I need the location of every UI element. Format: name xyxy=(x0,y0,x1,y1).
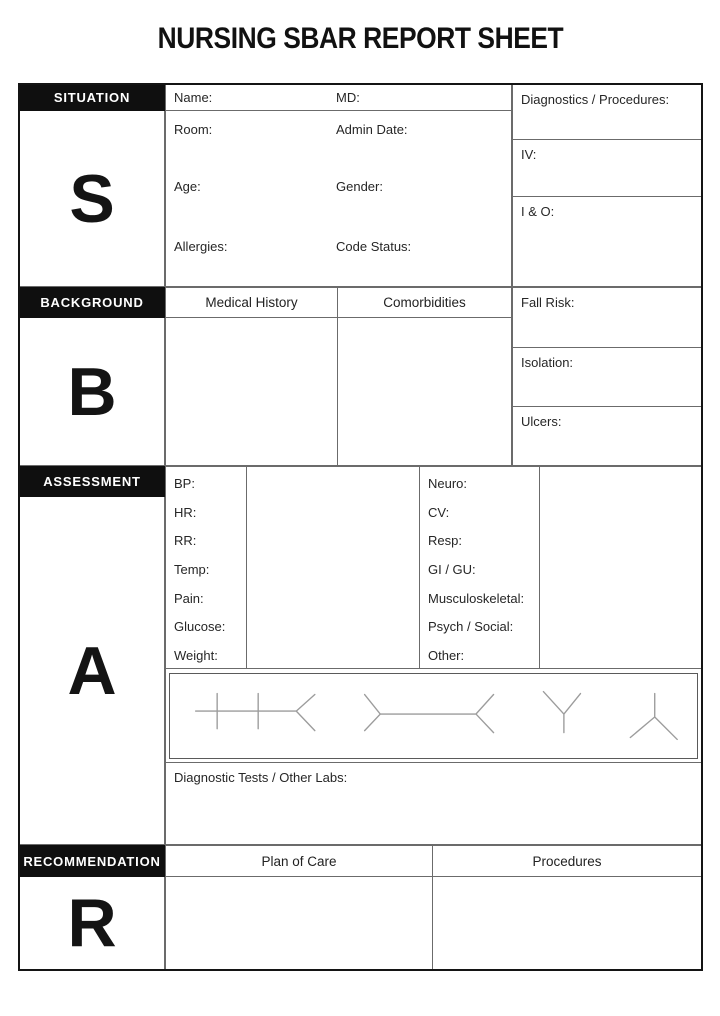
systems-labels-cell xyxy=(419,466,540,669)
section-header-recommendation-label: RECOMMENDATION xyxy=(23,853,161,869)
field-label-bp: BP: xyxy=(174,476,195,491)
field-label-pain: Pain: xyxy=(174,590,204,606)
field-label-rr: RR: xyxy=(174,533,197,549)
page-title: NURSING SBAR REPORT SHEET xyxy=(157,22,563,55)
diagnostics-procedures-cell xyxy=(512,84,702,140)
section-letter-s: S xyxy=(69,160,115,237)
field-label-room: Room: xyxy=(174,122,213,137)
field-label-musculoskeletal: Musculoskeletal: xyxy=(428,590,525,606)
procedures-label: Procedures xyxy=(532,853,602,869)
section-letter-a: A xyxy=(67,632,117,709)
field-label-age: Age: xyxy=(174,179,201,194)
section-letter-b-cell xyxy=(19,317,165,466)
section-letter-a-cell xyxy=(19,496,165,845)
section-header-background xyxy=(19,287,165,318)
plan-of-care-column-header xyxy=(165,845,433,877)
field-label-weight: Weight: xyxy=(174,648,218,664)
field-label-name: Name: xyxy=(174,90,213,105)
field-label-ulcers: Ulcers: xyxy=(521,414,562,429)
field-label-allergies: Allergies: xyxy=(174,239,228,254)
field-label-md: MD: xyxy=(336,90,360,105)
ulcers-cell xyxy=(512,406,702,466)
field-label-diagnostic-tests: Diagnostic Tests / Other Labs: xyxy=(174,770,348,785)
field-label-admin-date: Admin Date: xyxy=(336,122,408,137)
cbc-fishbone-icon xyxy=(196,694,315,731)
field-label-resp: Resp: xyxy=(428,533,462,549)
section-letter-r: R xyxy=(67,885,117,961)
fall-risk-cell xyxy=(512,287,702,348)
coags-y-fishbone-icon xyxy=(543,692,580,733)
field-label-psych-social: Psych / Social: xyxy=(428,619,514,635)
field-label-fall-risk: Fall Risk: xyxy=(521,295,575,310)
section-header-recommendation xyxy=(19,845,165,877)
section-header-assessment xyxy=(19,466,165,497)
procedures-column-header xyxy=(432,845,702,877)
situation-details-cell xyxy=(165,110,512,287)
intake-output-cell xyxy=(512,196,702,287)
comorbidities-column-header xyxy=(337,287,512,318)
diagnostic-tests-cell xyxy=(165,762,702,845)
medical-history-cell xyxy=(165,317,338,466)
field-label-glucose: Glucose: xyxy=(174,619,226,635)
lab-fishbone-row xyxy=(165,668,702,763)
plan-of-care-cell xyxy=(165,876,433,970)
lab-fishbone-box xyxy=(169,673,698,759)
systems-values-cell xyxy=(539,466,702,669)
section-header-situation-label: SITUATION xyxy=(53,90,131,105)
field-label-cv: CV: xyxy=(428,504,450,520)
isolation-cell xyxy=(512,347,702,407)
abg-inverted-y-fishbone-icon xyxy=(630,694,677,740)
field-label-temp: Temp: xyxy=(174,562,210,578)
comorbidities-cell xyxy=(337,317,512,466)
medical-history-label: Medical History xyxy=(205,295,298,310)
chem-fishbone-icon xyxy=(365,695,494,733)
iv-cell xyxy=(512,139,702,197)
field-label-hr: HR: xyxy=(174,504,197,520)
field-label-other: Other: xyxy=(428,648,465,664)
field-label-neuro: Neuro: xyxy=(428,476,468,491)
sbar-form-table xyxy=(19,84,702,970)
section-letter-s-cell xyxy=(19,110,165,287)
field-label-intake-output: I & O: xyxy=(521,204,555,219)
section-letter-b: B xyxy=(67,353,117,430)
medical-history-column-header xyxy=(165,287,338,318)
section-letter-r-cell xyxy=(19,876,165,970)
field-label-gender: Gender: xyxy=(336,179,383,194)
procedures-cell xyxy=(432,876,702,970)
comorbidities-label: Comorbidities xyxy=(383,295,466,310)
section-header-situation xyxy=(19,84,165,111)
vitals-labels-cell xyxy=(165,466,247,669)
field-label-iv: IV: xyxy=(521,147,537,162)
field-label-isolation: Isolation: xyxy=(521,355,574,370)
field-label-code-status: Code Status: xyxy=(336,239,412,254)
field-label-gi-gu: GI / GU: xyxy=(428,562,476,578)
lab-fishbone-diagram xyxy=(170,674,697,758)
field-label-diagnostics-procedures: Diagnostics / Procedures: xyxy=(521,92,670,107)
plan-of-care-label: Plan of Care xyxy=(261,853,337,869)
section-header-background-label: BACKGROUND xyxy=(40,295,144,310)
section-header-assessment-label: ASSESSMENT xyxy=(43,474,141,489)
vitals-values-cell xyxy=(246,466,420,669)
situation-name-md-cell xyxy=(165,84,512,111)
